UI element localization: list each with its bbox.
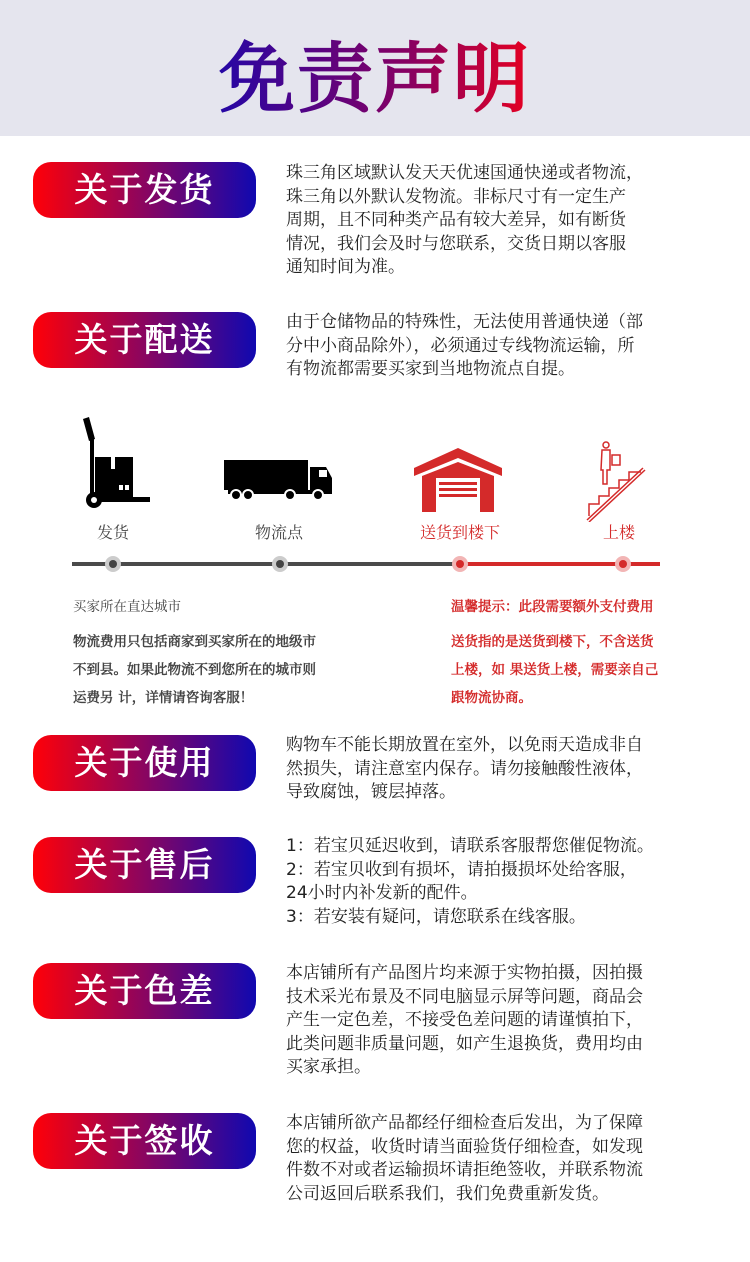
section-label-receipt: 关于签收	[33, 1113, 256, 1169]
section-label-shipping: 关于发货	[33, 162, 256, 218]
timeline-dot	[452, 556, 468, 572]
section-label-usage: 关于使用	[33, 735, 256, 791]
section-text-shipping: 珠三角区域默认发天天优速国通快递或者物流， 珠三角以外默认发物流。非标尺寸有一定生产 周期，且不同种类产品有较大差异，如有断货 情况，我们会及时与您联系，交货日期以客服 通知时间为准。	[286, 163, 643, 277]
step-label-logistics-point: 物流点	[254, 523, 303, 542]
section-text-delivery: 由于仓储物品的特殊性，无法使用普通快递（部 分中小商品除外），必须通过专线物流运输，所 有物流都需要买家到当地物流点自提。	[286, 312, 643, 379]
section-text-color-difference: 本店铺所有产品图片均来源于实物拍摄，因拍摄 技术采光布景及不同电脑显示屏等问题，商品会 产生一定色差，不接受色差问题的请谨慎拍下， 此类问题非质量问题，如产生退换货，费用均由 买家承担。	[286, 963, 643, 1077]
section-text-receipt: 本店铺所欲产品都经仔细检查后发出，为了保障 您的权益，收货时请当面验货仔细检查，如发现 件数不对或者运输损坏请拒绝签收，并联系物流 公司返回后联系我们，我们免费重新发货。	[286, 1113, 643, 1204]
section-label-after-sales: 关于售后	[33, 837, 256, 893]
step-label-ship: 发货	[96, 523, 129, 542]
stairs-person-icon	[585, 440, 647, 522]
right-title: 温馨提示：此段需要额外支付费用	[451, 599, 654, 615]
hand-truck-icon	[75, 415, 155, 510]
section-label-delivery: 关于配送	[33, 312, 256, 368]
timeline-dot	[615, 556, 631, 572]
truck-icon	[224, 460, 336, 502]
step-label-upstairs: 上楼	[602, 523, 635, 542]
section-text-usage: 购物车不能长期放置在室外，以免雨天造成非自 然损失，请注意室内保存。请勿接触酸性液体， 导致腐蚀，镀层掉落。	[286, 735, 643, 802]
section-label-color-difference: 关于色差	[33, 963, 256, 1019]
timeline-dark	[72, 562, 460, 566]
section-text-after-sales: 1：若宝贝延迟收到，请联系客服帮您催促物流。 2：若宝贝收到有损坏，请拍摄损坏处给客服， 24小时内补发新的配件。 3：若安装有疑问，请您联系在线客服。	[286, 836, 654, 927]
left-title: 买家所在直达城市	[73, 599, 181, 615]
warehouse-icon	[414, 448, 502, 512]
timeline-dot	[272, 556, 288, 572]
timeline-dot	[105, 556, 121, 572]
step-label-downstairs: 送货到楼下	[419, 523, 500, 542]
page-title: 免责声明	[0, 18, 750, 127]
right-note: 送货指的是送货到楼下，不含送货 上楼，如 果送货上楼，需要亲自己 跟物流协商。	[451, 634, 659, 706]
left-note: 物流费用只包括商家到买家所在的地级市 不到县。如果此物流不到您所在的城市则 运费另 计，详情请咨询客服！	[73, 634, 316, 706]
delivery-diagram	[0, 400, 750, 720]
header-banner	[0, 0, 750, 136]
